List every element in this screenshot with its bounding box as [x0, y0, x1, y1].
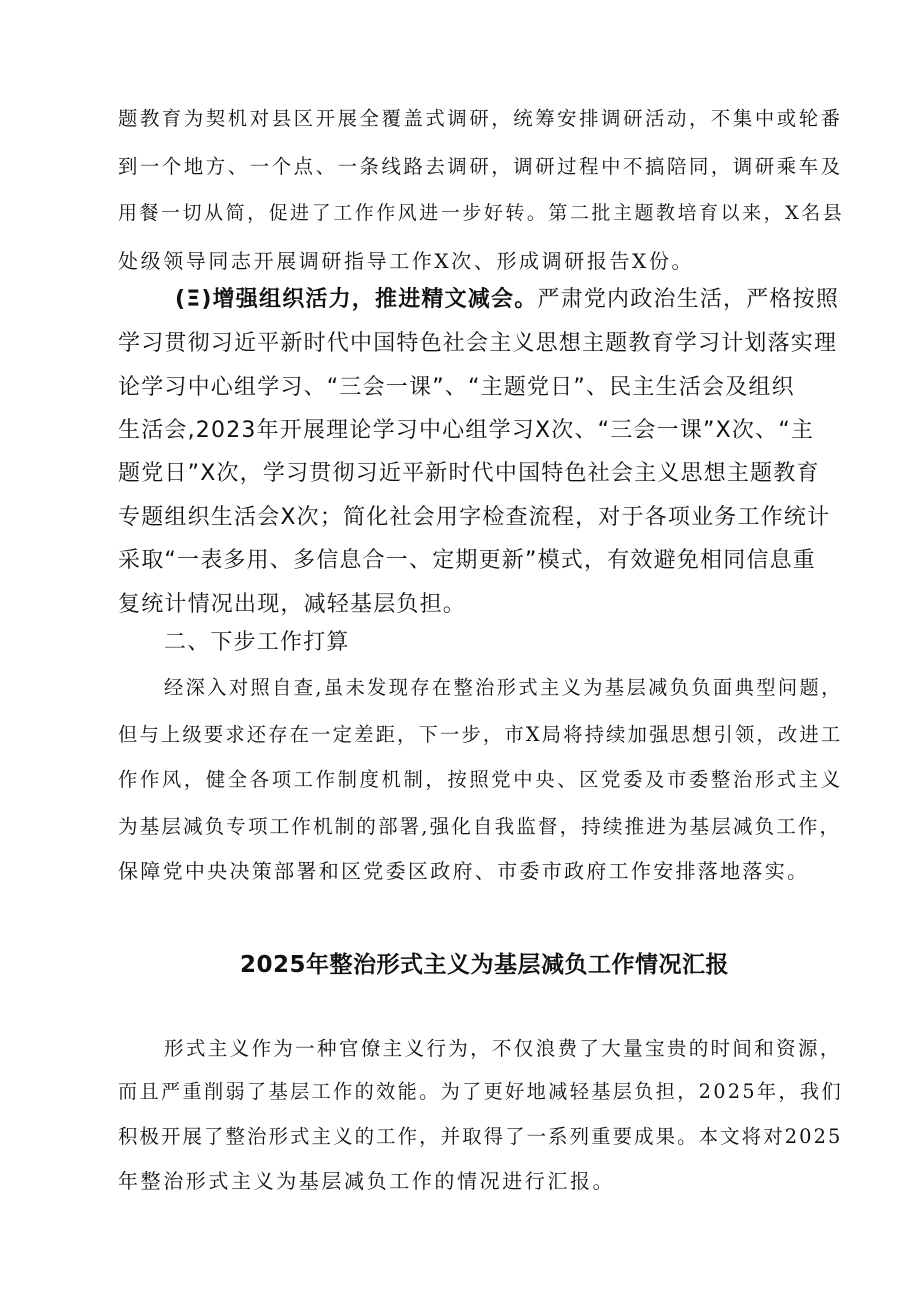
section-heading-next-steps: 二、下步工作打算 — [164, 630, 350, 655]
section-heading: (Ξ)增强组织活力，推进精文减会。 — [175, 287, 538, 312]
paragraph-line: 生活会,2023年开展理论学习中心组学习X次、“三会一课”X次、“主 — [118, 418, 815, 443]
paragraph-line: 题教育为契机对县区开展全覆盖式调研，统筹安排调研活动，不集中或轮番 — [118, 107, 843, 130]
paragraph-line: 采取“一表多用、多信息合一、定期更新”模式，有效避免相同信息重 — [118, 548, 816, 573]
paragraph-line: 而且严重削弱了基层工作的效能。为了更好地减轻基层负担，2025年，我们 — [118, 1080, 844, 1103]
paragraph-line: 处级领导同志开展调研指导工作X次、形成调研报告X份。 — [118, 249, 695, 273]
paragraph-line: 复统计情况出现，减轻基层负担。 — [118, 592, 467, 617]
paragraph-line: 形式主义作为一种官僚主义行为，不仅浪费了大量宝贵的时间和资源， — [164, 1037, 842, 1060]
paragraph-line: 到一个地方、一个点、一条线路去调研，调研过程中不搞陪同，调研乘车及 — [118, 155, 843, 178]
section-three-first-line — [175, 282, 839, 313]
paragraph-line: 学习贯彻习近平新时代中国特色社会主义思想主题教育学习计划落实理 — [118, 331, 838, 356]
paragraph-line: 积极开展了整治形式主义的工作，并取得了一系列重要成果。本文将对2025 — [118, 1125, 843, 1148]
paragraph-line: 论学习中心组学习、“三会一课”、“主题党日”、民主生活会及组织 — [118, 375, 795, 400]
paragraph-line: 经深入对照自查,虽未发现存在整治形式主义为基层减负负面典型问题， — [164, 676, 843, 699]
paragraph-line: 为基层减负专项工作机制的部署,强化自我监督，持续推进为基层减负工作， — [118, 815, 842, 838]
paragraph-line: 题党日”X次，学习贯彻习近平新时代中国特色社会主义思想主题教育 — [118, 461, 820, 486]
paragraph-line: 用餐一切从简，促进了工作作风进一步好转。第二批主题教培育以来，X名县 — [118, 202, 845, 224]
paragraph-line: 保障党中央决策部署和区党委区政府、市委市政府工作安排落地落实。 — [118, 859, 810, 883]
report-title: 2025年整治形式主义为基层减负工作情况汇报 — [240, 952, 730, 978]
paragraph-line: 专题组织生活会X次；简化社会用字检查流程，对于各项业务工作统计 — [118, 505, 831, 530]
paragraph-line: 年整治形式主义为基层减负工作的情况进行汇报。 — [118, 1169, 616, 1193]
paragraph-text: 严肃党内政治生活，严格按照 — [537, 287, 840, 312]
paragraph-line: 但与上级要求还存在一定差距，下一步，市X局将持续加强思想引领，改进工 — [118, 723, 843, 746]
paragraph-line: 作作风，健全各项工作制度机制，按照党中央、区党委及市委整治形式主义 — [118, 768, 843, 791]
